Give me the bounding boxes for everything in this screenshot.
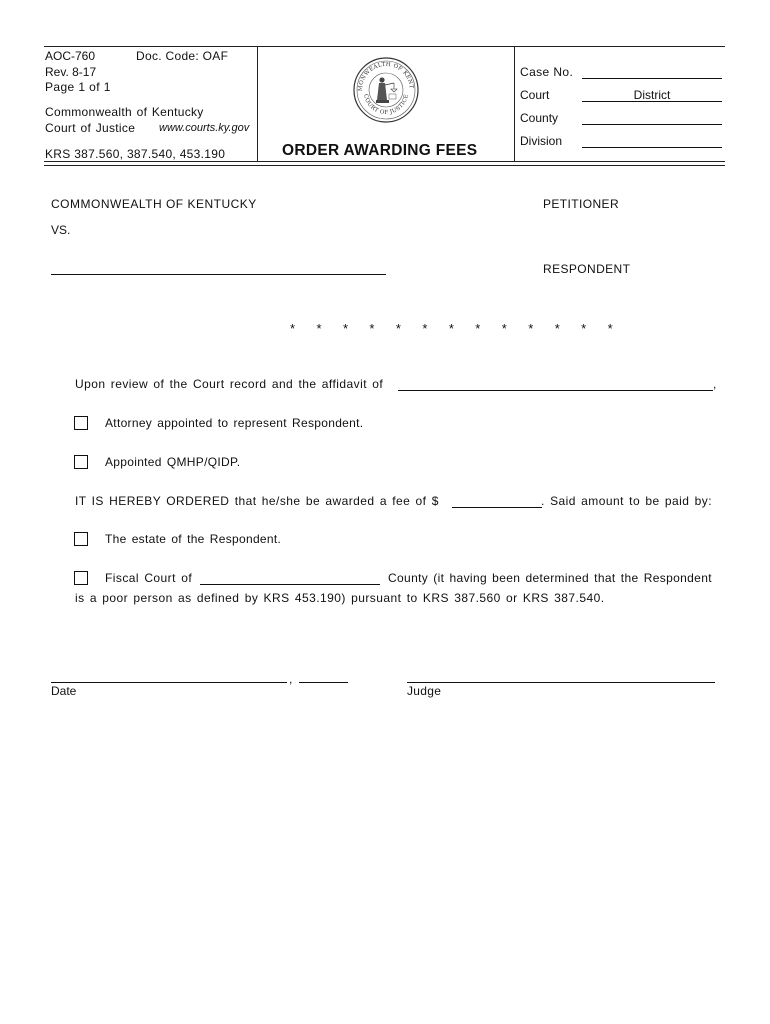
qmhp-option-label: Appointed QMHP/QIDP. [105, 455, 241, 469]
ordered-prefix: IT IS HEREBY ORDERED that he/she be awarded a fee of $ [75, 494, 439, 508]
form-title: ORDER AWARDING FEES [282, 142, 478, 159]
estate-option-label: The estate of the Respondent. [105, 532, 282, 546]
respondent-label: RESPONDENT [543, 262, 631, 276]
header-divider-left [257, 46, 258, 161]
estate-checkbox[interactable] [74, 532, 88, 546]
respondent-name-field[interactable] [51, 260, 386, 275]
petitioner-label: PETITIONER [543, 197, 620, 211]
fiscal-line-2: is a poor person as defined by KRS 453.190) pursuant to KRS 387.560 or KRS 387.540. [75, 591, 605, 605]
attorney-checkbox[interactable] [74, 416, 88, 430]
seal-bottom-text: COURT OF JUSTICE [362, 93, 410, 117]
header-top-rule [44, 46, 725, 47]
versus-label: VS. [51, 223, 71, 237]
date-field[interactable] [51, 668, 287, 683]
fiscal-suffix: County (it having been determined that the Respondent [388, 571, 712, 585]
county-field[interactable] [582, 110, 722, 125]
revision: Rev. 8-17 [45, 65, 97, 79]
attorney-option-label: Attorney appointed to represent Respondent. [105, 416, 364, 430]
date-separator: , [289, 672, 293, 686]
case-no-field[interactable] [582, 64, 722, 79]
review-tail: , [713, 377, 717, 391]
court-value: District [633, 88, 671, 102]
county-label: County [520, 111, 559, 125]
ordered-suffix: . Said amount to be paid by: [541, 494, 713, 508]
judge-label: Judge [407, 684, 442, 698]
qmhp-checkbox[interactable] [74, 455, 88, 469]
review-text: Upon review of the Court record and the affidavit of [75, 377, 384, 391]
website: www.courts.ky.gov [159, 122, 250, 134]
separator-stars: * * * * * * * * * * * * * [290, 321, 622, 336]
seal-top-text: MONWEALTH OF KENT [357, 61, 415, 92]
division-field[interactable] [582, 133, 722, 148]
header-bottom-rule [44, 161, 725, 162]
header-divider-right [514, 46, 515, 161]
court-field[interactable] [582, 87, 722, 102]
statutes: KRS 387.560, 387.540, 453.190 [45, 147, 226, 161]
fee-amount-field[interactable] [452, 493, 542, 508]
form-code: AOC-760 [45, 49, 96, 63]
court-label: Court [520, 88, 550, 102]
petitioner-name: COMMONWEALTH OF KENTUCKY [51, 197, 257, 211]
date-year-field[interactable] [299, 668, 348, 683]
fiscal-county-field[interactable] [200, 570, 380, 585]
division-label: Division [520, 134, 563, 148]
header-bottom-rule-2 [44, 165, 725, 166]
doc-code: Doc. Code: OAF [136, 49, 229, 63]
court-seal [352, 56, 420, 124]
court-of-justice-label: Court of Justice [45, 121, 136, 135]
seal-icon [352, 56, 420, 124]
date-label: Date [51, 684, 77, 698]
page-number: Page 1 of 1 [45, 80, 111, 94]
fiscal-prefix: Fiscal Court of [105, 571, 193, 585]
commonwealth-label: Commonwealth of Kentucky [45, 105, 204, 119]
case-no-label: Case No. [520, 65, 574, 79]
affiant-field[interactable] [398, 376, 713, 391]
fiscal-court-checkbox[interactable] [74, 571, 88, 585]
judge-signature-field[interactable] [407, 668, 715, 683]
